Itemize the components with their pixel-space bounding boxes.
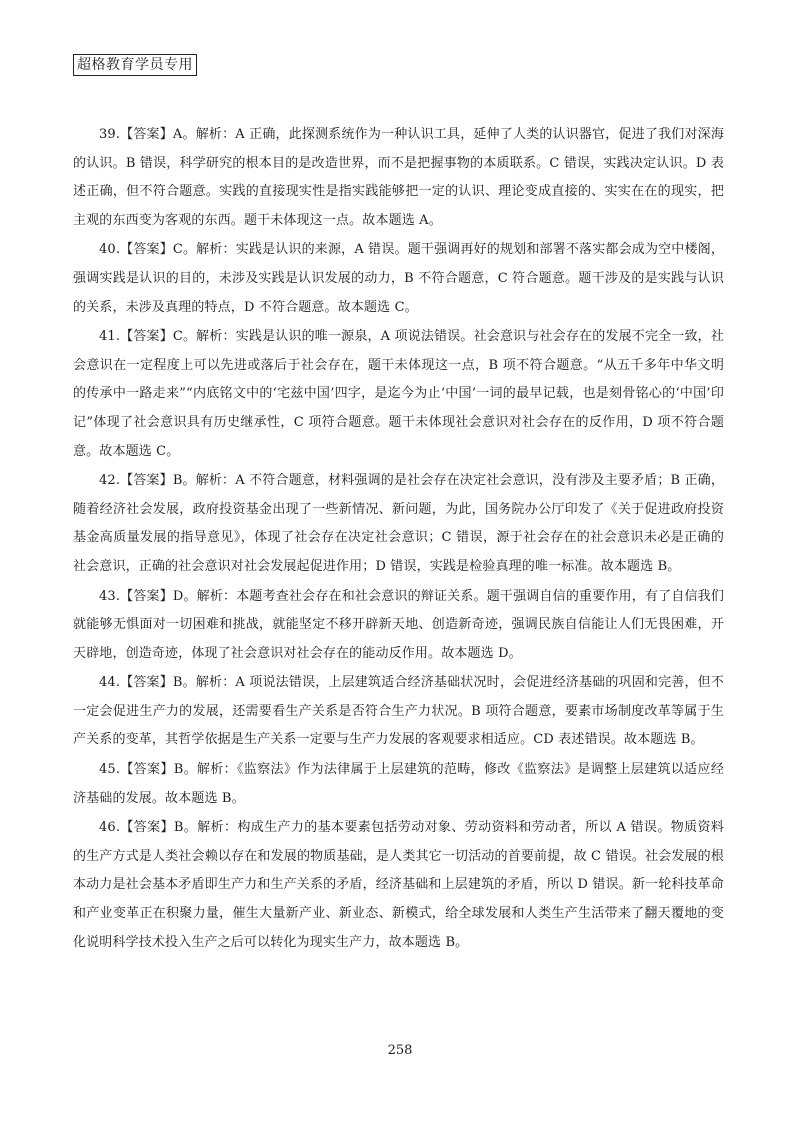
- answer-44: 44.【答案】B。解析：A 项说法错误，上层建筑适合经济基础状况时，会促进经济基础的巩固和完善，但不一定会促进生产力的发展，还需要看生产关系是否符合生产力状况。B 项符合题意，要素市场制度改革等属于生产关系的变革，其哲学依据是生产关系一定要与生产力发展的客观要求相适应。CD 表述错误。故本题选 B。: [73, 675, 724, 748]
- answer-40: 40.【答案】C。解析：实践是认识的来源，A 错误。题干强调再好的规划和部署不落实都会成为空中楼阁，强调实践是认识的目的，未涉及实践是认识发展的动力，B 不符合题意，C 符合题意。题干涉及的是实践与认识的关系，未涉及真理的特点，D 不符合题意。故本题选 C。: [73, 242, 724, 315]
- answer-46: 46.【答案】B。解析：构成生产力的基本要素包括劳动对象、劳动资料和劳动者，所以 A 错误。物质资料的生产方式是人类社会赖以存在和发展的物质基础，是人类其它一切活动的首要前提，故 C 错误。社会发展的根本动力是社会基本矛盾即生产力和生产关系的矛盾，经济基础和上层建筑的矛盾，所以 D 错误。新一轮科技革命和产业变革正在积聚力量，催生大量新产业、新业态、新模式，给全球发展和人类生产生活带来了翻天覆地的变化说明科学技术投入生产之后可以转化为现实生产力，故本题选 B。: [73, 820, 724, 950]
- answer-41: 41.【答案】C。解析：实践是认识的唯一源泉，A 项说法错误。社会意识与社会存在的发展不完全一致，社会意识在一定程度上可以先进或落后于社会存在，题干未体现这一点，B 项不符合题意。“从五千多年中华文明的传承中一路走来”“内底铭文中的‘宅兹中国’四字，是迄今为止‘中国’一词的最早记载，也是刻骨铭心的‘中国’印记”体现了社会意识具有历史继承性，C 项符合题意。题干未体现社会意识对社会存在的反作用，D 项不符合题意。故本题选 C。: [73, 329, 724, 459]
- answer-45: 45.【答案】B。解析：《监察法》作为法律属于上层建筑的范畴，修改《监察法》是调整上层建筑以适应经济基础的发展。故本题选 B。: [73, 762, 724, 806]
- header-label: 超格教育学员专用: [73, 54, 197, 76]
- answer-43: 43.【答案】D。解析：本题考查社会存在和社会意识的辩证关系。题干强调自信的重要作用，有了自信我们就能够无惧面对一切困难和挑战，就能坚定不移开辟新天地、创造新奇迹，强调民族自信能让人们无畏困难，开天辟地，创造奇迹，体现了社会意识对社会存在的能动反作用。故本题选 D。: [73, 588, 724, 661]
- answer-42: 42.【答案】B。解析：A 不符合题意，材料强调的是社会存在决定社会意识，没有涉及主要矛盾；B 正确，随着经济社会发展，政府投资基金出现了一些新情况、新问题，为此，国务院办公厅印发了《关于促进政府投资基金高质量发展的指导意见》，体现了社会存在决定社会意识；C 错误，源于社会存在的社会意识未必是正确的社会意识，正确的社会意识对社会发展起促进作用；D 错误，实践是检验真理的唯一标准。故本题选 B。: [73, 473, 724, 574]
- answer-39: 39.【答案】A。解析：A 正确，此探测系统作为一种认识工具，延伸了人类的认识器官，促进了我们对深海的认识。B 错误，科学研究的根本目的是改造世界，而不是把握事物的本质联系。C 错误，实践决定认识。D 表述正确，但不符合题意。实践的直接现实性是指实践能够把一定的认识、理论变成直接的、实实在在的现实，把主观的东西变为客观的东西。题干未体现这一点。故本题选 A。: [73, 127, 724, 228]
- answer-list: [73, 121, 724, 958]
- page-number: 258: [387, 1043, 413, 1058]
